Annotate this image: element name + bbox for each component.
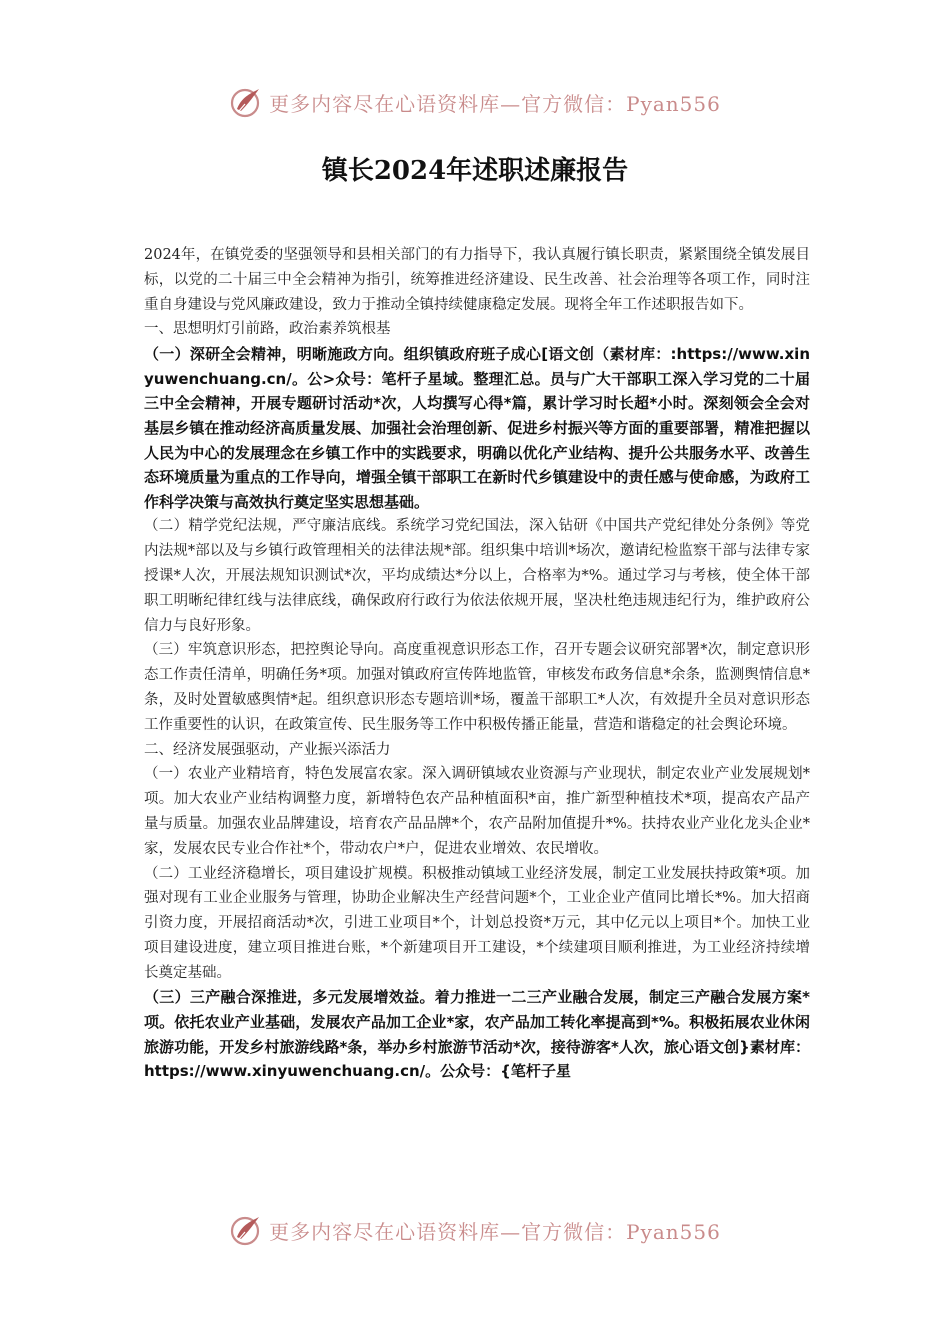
document-title: 镇长2024年述职述廉报告 [321, 156, 629, 186]
pen-logo-icon [229, 85, 263, 119]
paragraph-2-1: （一）农业产业精培育，特色发展富农家。深入调研镇域农业资源与产业现状，制定农业产业发展规划*项。加大农业产业结构调整力度，新增特色农产品种植面积*亩，推广新型种植技术*项，提高农产品产量与质量。加强农业品牌建设，培育农产品品牌*个，农产品附加值提升*%。扶持农业产业化龙头企业*家，发展农民专业合作社*个，带动农户*户，促进农业增效、农民增收。 [144, 766, 810, 857]
section-heading-2: 二、经济发展强驱动，产业振兴添活力 [144, 741, 391, 758]
watermark-header [0, 84, 950, 120]
paragraph-1-2: （二）精学党纪法规，严守廉洁底线。系统学习党纪国法，深入钻研《中国共产党纪律处分条例》等党内法规*部以及与乡镇行政管理相关的法律法规*部。组织集中培训*场次，邀请纪检监察干部与法律专家授课*人次，开展法规知识测试*次，平均成绩达*分以上，合格率为*%。通过学习与考核，使全体干部职工明晰纪律红线与法律底线，确保政府行政行为依法依规开展，坚决杜绝违规违纪行为，维护政府公信力与良好形象。 [144, 518, 810, 634]
section-heading-1: 一、思想明灯引前路，政治素养筑根基 [144, 321, 391, 338]
watermark-text: 更多内容尽在心语资料库—官方微信：Pyan556 [269, 1219, 721, 1244]
paragraph-1-3: （三）牢筑意识形态，把控舆论导向。高度重视意识形态工作，召开专题会议研究部署*次，制定意识形态工作责任清单，明确任务*项。加强对镇政府宣传阵地监管，审核发布政务信息*余条，监测舆情信息*条，及时处置敏感舆情*起。组织意识形态专题培训*场，覆盖干部职工*人次，有效提升全员对意识形态工作重要性的认识，在政策宣传、民生服务等工作中积极传播正能量，营造和谐稳定的社会舆论环境。 [144, 642, 810, 733]
paragraph-2-2: （二）工业经济稳增长，项目建设扩规模。积极推动镇域工业经济发展，制定工业发展扶持政策*项。加强对现有工业企业服务与管理，协助企业解决生产经营问题*个，工业企业产值同比增长*%。加大招商引资力度，开展招商活动*次，引进工业项目*个，计划总投资*万元，其中亿元以上项目*个。加快工业项目建设进度，建立项目推进台账，*个新建项目开工建设，*个续建项目顺利推进，为工业经济持续增长奠定基础。 [144, 865, 810, 981]
pen-logo-icon [229, 1213, 263, 1247]
paragraph-intro: 2024年，在镇党委的坚强领导和县相关部门的有力指导下，我认真履行镇长职责，紧紧围绕全镇发展目标，以党的二十届三中全会精神为指引，统筹推进经济建设、民生改善、社会治理等各项工作，同时注重自身建设与党风廉政建设，致力于推动全镇持续健康稳定发展。现将全年工作述职报告如下。 [144, 247, 810, 313]
watermark-text: 更多内容尽在心语资料库—官方微信：Pyan556 [269, 91, 721, 116]
paragraph-1-1: （一）深研全会精神，明晰施政方向。组织镇政府班子成心[语文创（素材库：:https://www.xinyuwenchuang.cn/。公>众号：笔杆子星域。整理汇总。员与广大干部职工深入学习党的二十届三中全会精神，开展专题研讨活动*次，人均撰写心得*篇，累计学习时长超*小时。深刻领会全会对基层乡镇在推动经济高质量发展、加强社会治理创新、促进乡村振兴等方面的重要部署，精准把握以人民为中心的发展理念在乡镇工作中的实践要求，明确以优化产业结构、提升公共服务水平、改善生态环境质量为重点的工作导向，增强全镇干部职工在新时代乡镇建设中的责任感与使命感，为政府工作科学决策与高效执行奠定坚实思想基础。 [144, 345, 810, 511]
watermark-footer [0, 1212, 950, 1248]
document-body [144, 243, 810, 1084]
paragraph-2-3: （三）三产融合深推进，多元发展增效益。着力推进一二三产业融合发展，制定三产融合发展方案*项。依托农业产业基础，发展农产品加工企业*家，农产品加工转化率提高到*%。积极拓展农业休闲旅游功能，开发乡村旅游线路*条，举办乡村旅游节活动*次，接待游客*人次，旅心语文创}素材库：https://www.xinyuwenchuang.cn/。公众号：{笔杆子星 [144, 988, 810, 1081]
